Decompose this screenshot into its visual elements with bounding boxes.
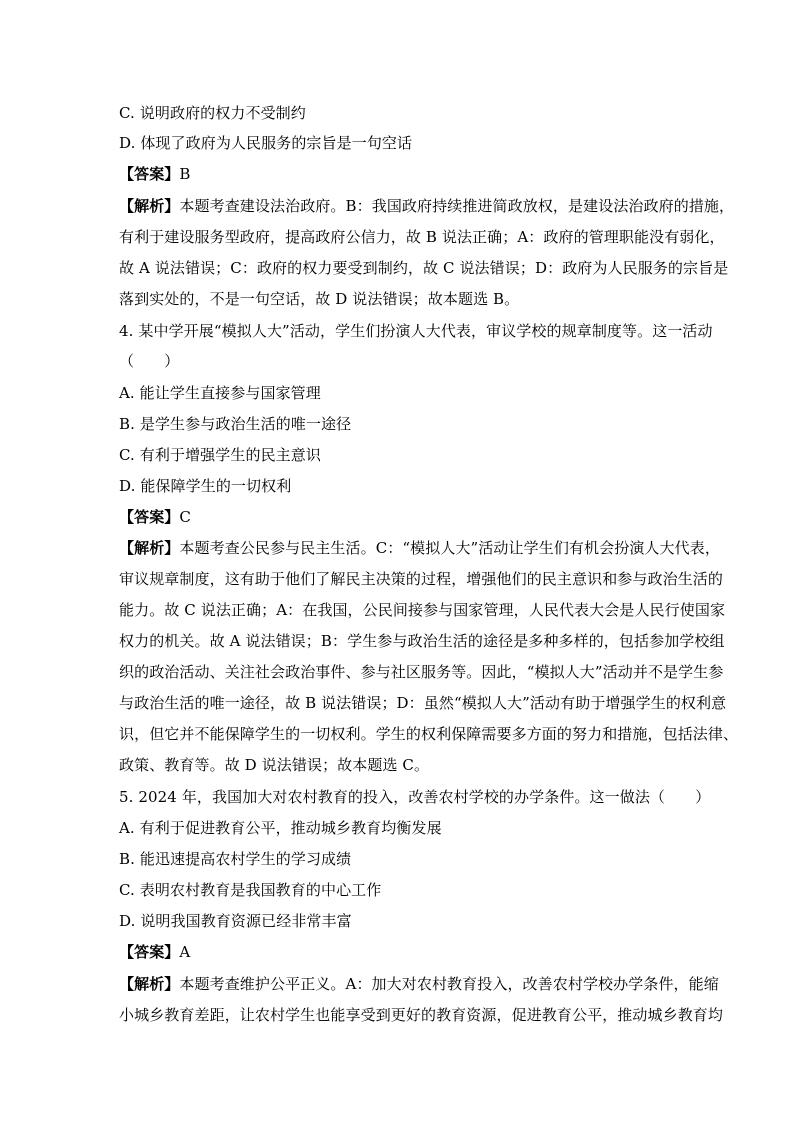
q4-analysis-line: 【解析】本题考查公民参与民主生活。C：“模拟人大”活动让学生们有机会扮演人大代表， bbox=[119, 539, 720, 557]
q4-analysis-line: 与政治生活的唯一途径，故 B 说法错误；D：虽然“模拟人大”活动有助于增强学生的权利意 bbox=[119, 694, 727, 712]
q5-option-d: D. 说明我国教育资源已经非常丰富 bbox=[119, 912, 352, 930]
analysis-label: 【解析】 bbox=[119, 197, 180, 215]
answer-label: 【答案】 bbox=[119, 165, 180, 183]
q4-analysis-line: 识，但它并不能保障学生的一切权利。学生的权利保障需要多方面的努力和措施，包括法律、 bbox=[119, 725, 739, 743]
q4-option-d: D. 能保障学生的一切权利 bbox=[119, 477, 292, 495]
q4-stem-blank: （ ） bbox=[119, 352, 180, 370]
q4-analysis-line: 政策、教育等。故 D 说法错误；故本题选 C。 bbox=[119, 756, 430, 774]
answer-label: 【答案】 bbox=[119, 943, 180, 961]
q3-option-d: D. 体现了政府为人民服务的宗旨是一句空话 bbox=[119, 134, 413, 152]
q3-option-c: C. 说明政府的权力不受制约 bbox=[119, 104, 306, 122]
answer-value: C bbox=[179, 508, 191, 526]
answer-label: 【答案】 bbox=[119, 508, 180, 526]
q4-stem: 4. 某中学开展“模拟人大”活动，学生们扮演人大代表，审议学校的规章制度等。这一活动 bbox=[119, 322, 713, 340]
q4-answer bbox=[119, 507, 679, 527]
q3-analysis-line: 落到实处的，不是一句空话，故 D 说法错误；故本题选 B。 bbox=[119, 290, 520, 308]
q4-analysis-line: 织的政治活动、关注社会政治事件、参与社区服务等。因此，“模拟人大”活动并不是学生参 bbox=[119, 663, 724, 681]
q3-analysis-line: 【解析】本题考查建设法治政府。B：我国政府持续推进简政放权，是建设法治政府的措施， bbox=[119, 197, 735, 215]
q5-option-a: A. 有利于促进教育公平，推动城乡教育均衡发展 bbox=[119, 819, 442, 837]
q4-option-c: C. 有利于增强学生的民主意识 bbox=[119, 446, 321, 464]
q3-answer bbox=[119, 164, 679, 184]
q5-option-c: C. 表明农村教育是我国教育的中心工作 bbox=[119, 881, 382, 899]
q4-analysis-line: 审议规章制度，这有助于他们了解民主决策的过程，增强他们的民主意识和参与政治生活的 bbox=[119, 570, 724, 588]
answer-value: B bbox=[179, 165, 191, 183]
q4-analysis-line: 权力的机关。故 A 说法错误；B：学生参与政治生活的途径是多种多样的，包括参加学校组 bbox=[119, 632, 725, 650]
q5-option-b: B. 能迅速提高农村学生的学习成绩 bbox=[119, 850, 352, 868]
q5-answer bbox=[119, 942, 679, 962]
q5-stem: 5. 2024 年，我国加大对农村教育的投入，改善农村学校的办学条件。这一做法（ ） bbox=[119, 788, 711, 806]
q4-option-a: A. 能让学生直接参与国家管理 bbox=[119, 384, 321, 402]
q3-analysis-line: 有利于建设服务型政府，提高政府公信力，故 B 说法正确；A：政府的管理职能没有弱化， bbox=[119, 228, 725, 246]
answer-value: A bbox=[179, 943, 191, 961]
q5-analysis-line: 小城乡教育差距，让农村学生也能享受到更好的教育资源，促进教育公平，推动城乡教育均 bbox=[119, 1006, 724, 1024]
q3-analysis-line: 故 A 说法错误；C：政府的权力要受到制约，故 C 说法错误；D：政府为人民服务的宗旨是 bbox=[119, 259, 729, 277]
analysis-label: 【解析】 bbox=[119, 975, 180, 993]
q4-option-b: B. 是学生参与政治生活的唯一途径 bbox=[119, 415, 352, 433]
analysis-label: 【解析】 bbox=[119, 539, 180, 557]
q4-analysis-line: 能力。故 C 说法正确；A：在我国，公民间接参与国家管理，人民代表大会是人民行使国家 bbox=[119, 601, 726, 619]
q5-analysis-line: 【解析】本题考查维护公平正义。A：加大对农村教育投入，改善农村学校办学条件，能缩 bbox=[119, 975, 719, 993]
